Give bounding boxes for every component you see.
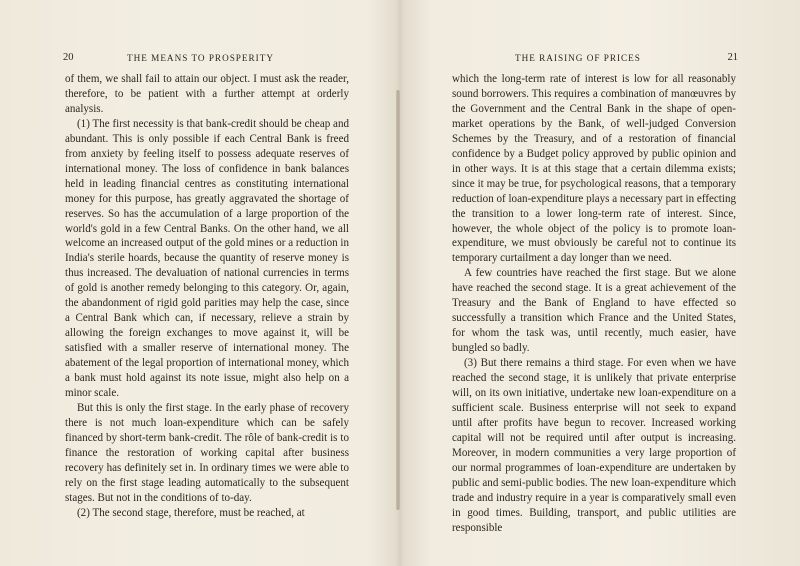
book-gutter <box>396 90 400 510</box>
paragraph: which the long-term rate of interest is low for all reasonably sound borrowers. This requires a combination of manœuvres by the Government and the Central Bank in the shape of open-market operations by the Bank, of well-judged Conversion Schemes by the Treasury, and of a restoration of financial confidence by a Budget policy approved by public opinion and in other ways. It is at this stage that a certain dilemma exists; since it may be true, for psychological reasons, that a temporary reduction of loan-expenditure plays a necessary part in effecting the transition to a lower long-term rate of interest. Since, however, the whole object of the policy is to promote loan-expenditure, we must obviously be careful not to continue its temporary curtailment a day longer than we need. <box>452 73 736 265</box>
paragraph: (3) But there remains a third stage. For even when we have reached the second stage, it is unlikely that private enterprise will, on its own initiative, undertake new loan-expenditure on a sufficient scale. Business enterprise will not seek to expand until after profits have begun to recover. Increased working capital will not be required until after output is increasing. Moreover, in modern communities a very large proportion of our normal programmes of loan-expenditure are undertaken by public and semi-public bodies. The new loan-expenditure which trade and industry require in a year is comparatively small even in good times. Building, transport, and public utilities are responsible <box>452 357 736 534</box>
right-page-body <box>452 72 736 536</box>
left-running-head: THE MEANS TO PROSPERITY <box>127 53 274 63</box>
right-page-header <box>452 52 736 66</box>
paragraph: of them, we shall fail to attain our object. I must ask the reader, therefore, to be patient with a further attempt at orderly analysis. <box>65 73 349 115</box>
paragraph: A few countries have reached the first stage. But we alone have reached the second stage. It is a great achievement of the Treasury and the Bank of England to have effected so successfully a transition which France and the United States, for whom the task was, until recently, much easier, have bungled so badly. <box>452 267 736 355</box>
right-page <box>452 52 736 536</box>
paragraph: But this is only the first stage. In the early phase of recovery there is not much loan-expenditure which can be safely financed by short-term bank-credit. The rôle of bank-credit is to finance the restoration of working capital after business recovery has definitely set in. In ordinary times we were able to rely on the first stage leading automatically to the subsequent stages. But not in the conditions of to-day. <box>65 401 349 504</box>
left-page-header <box>65 52 349 66</box>
left-page-number: 20 <box>63 52 74 63</box>
paragraph: (1) The first necessity is that bank-credit should be cheap and abundant. This is only possible if each Central Bank is freed from anxiety by feeling itself to possess adequate reserves of international money. The loss of confidence in bank balances held in leading financial centres as constituting international money for this purpose, has greatly aggravated the shortage of reserves. So has the accumulation of a large proportion of the world's gold in a few Central Banks. On the other hand, we all welcome an increased output of the gold mines or a reduction in India's sterile hoards, because the quantity of reserve money is thus increased. The devaluation of national currencies in terms of gold is another remedy belonging to this category. Or, again, the abandonment of rigid gold parities may help the case, since a Central Bank which can, if necessary, relieve a strain by allowing the foreign exchanges to move against it, will be satisfied with a smaller reserve of international money. The abatement of the legal proportion of international money, which a bank must hold against its note issue, might also help on a minor scale. <box>65 117 349 400</box>
paragraph: (2) The second stage, therefore, must be reached, at <box>77 506 305 519</box>
right-page-number: 21 <box>727 52 738 63</box>
left-page-body <box>65 72 349 521</box>
right-running-head: THE RAISING OF PRICES <box>515 53 641 63</box>
left-page <box>65 52 349 521</box>
